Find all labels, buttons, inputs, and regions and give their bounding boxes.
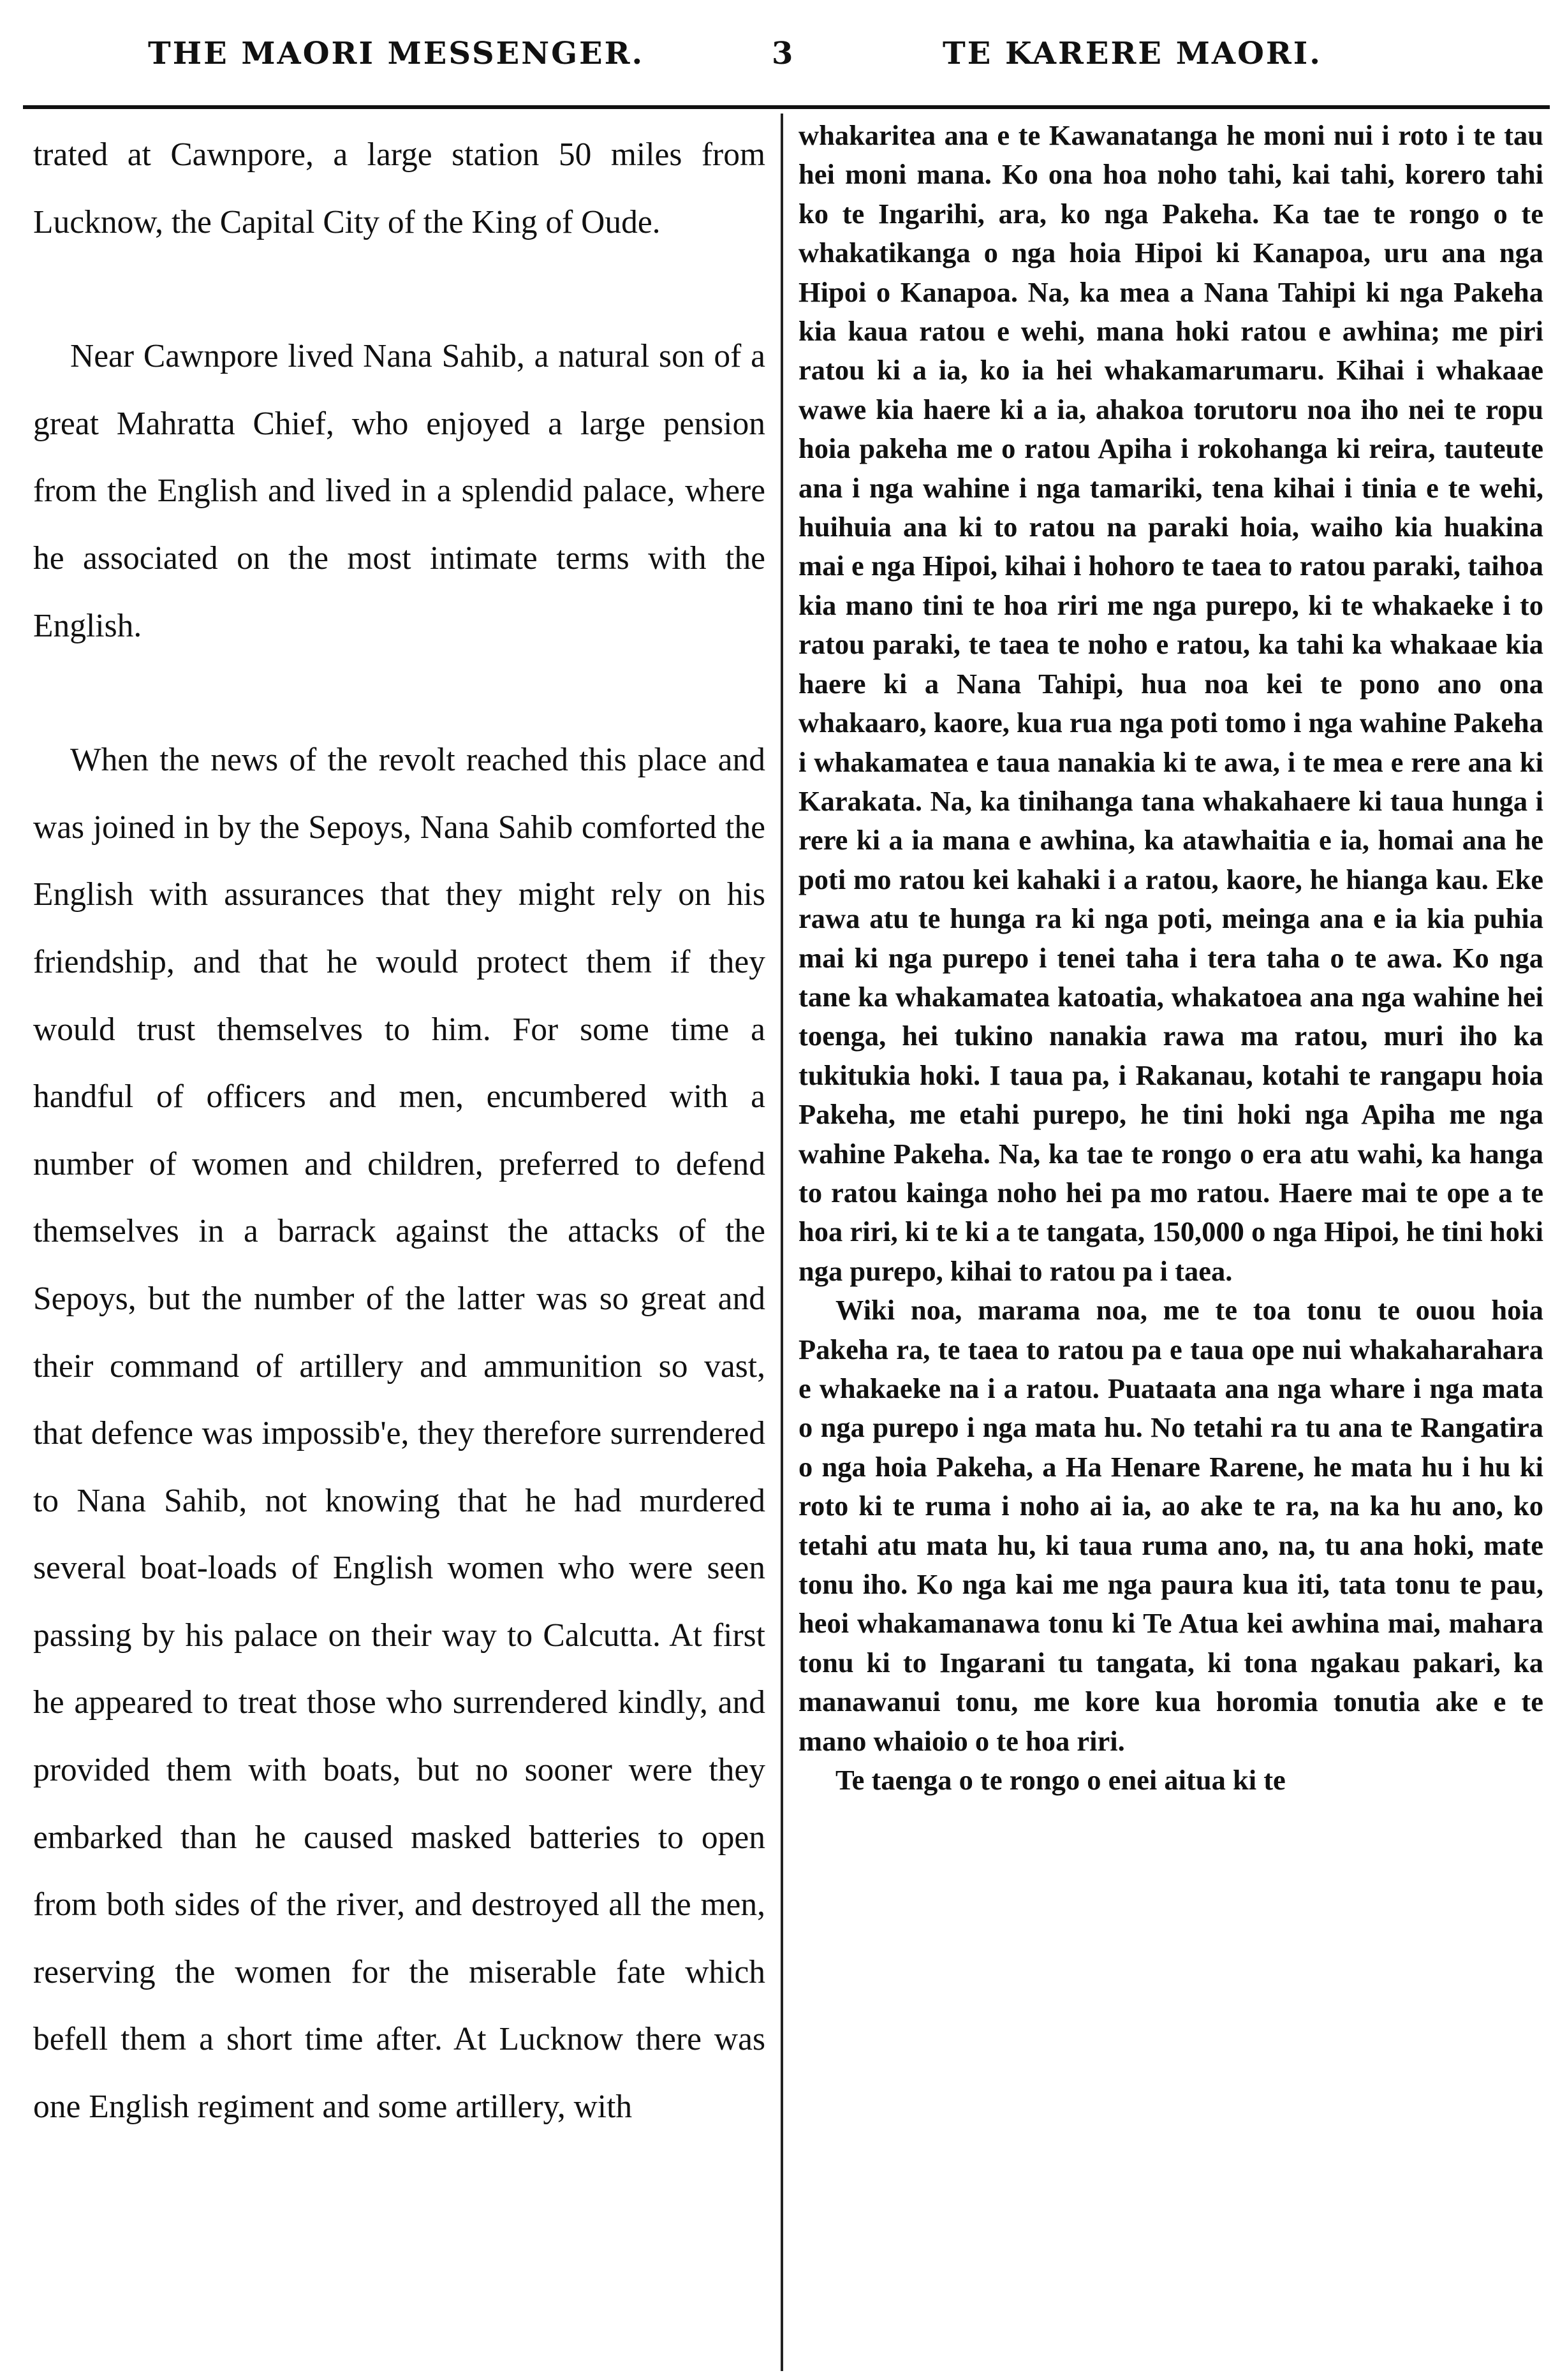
page-number: 3: [772, 36, 795, 71]
maori-masthead-title: TE KARERE MAORI.: [943, 36, 1322, 71]
maori-paragraph: Te taenga o te rongo o enei aitua ki te: [835, 1764, 1286, 1796]
english-masthead-title: THE MAORI MESSENGER.: [148, 36, 645, 71]
page-header: [0, 36, 1567, 93]
english-paragraph: Near Cawnpore lived Nana Sahib, a natural son of a great Mahratta Chief, who enjoyed a large pension from the English and lived in a splendid palace, where he associated on the most intimate terms with the English.: [33, 338, 765, 644]
maori-paragraph: whakaritea ana e te Kawanatanga he moni nui i roto i te tau hei moni mana. Ko ona hoa noho tahi, kai tahi, korero tahi ko te Ingarihi, ara, ko nga Pakeha. Ka tae te rongo o te whakatikanga o nga hoia Hipoi ki Kanapoa, uru ana nga Hipoi o Kanapoa. Na, ka mea a Nana Tahipi ki nga Pakeha kia kaua ratou e wehi, mana hoki ratou e awhina; me piri ratou ki a ia, ko ia hei whakamarumaru. Kihai i whakaae wawe kia haere ki a ia, ahakoa torutoru noa iho nei te ropu hoia pakeha me o ratou Apiha i rokohanga ki reira, tauteute ana i nga wahine i nga tamariki, tena kihai i tinia e te wehi, huihuia ana ki to ratou na paraki hoia, waiho kia huakina mai e nga Hipoi, kihai i hohoro te taea to ratou paraki, taihoa kia mano tini te hoa riri me nga purepo, ki te whakaeke i to ratou paraki, te taea te noho e ratou, ka tahi ka whakaae kia haere ki a Nana Tahipi, hua noa kei te pono ano ona whakaaro, kaore, kua rua nga poti tomo i nga wahine Pakeha i whakamatea e taua nanakia ki te awa, i te mea e rere ana ki Karakata. Na, ka tinihanga tana whakahaere ki taua hunga i rere ki a ia mana e awhina, ka atawhaitia e ia, homai ana he poti mo ratou kei kahaki i a ratou, kaore, he hianga kau. Eke rawa atu te hunga ra ki nga poti, meinga ana e ia kia puhia mai ki nga purepo i tenei taha i tera taha o te awa. Ko nga tane ka whakamatea katoatia, whakatoea ana nga wahine hei toenga, hei tukino nanakia rawa ma ratou, muri iho ka tukitukia hoki. I taua pa, i Rakanau, kotahi te rangapu hoia Pakeha, me etahi purepo, he tini hoki nga Apiha me nga wahine Pakeha. Na, ka tae te rongo o era atu wahi, ka hanga to ratou kainga noho hei pa mo ratou. Haere mai te ope a te hoa riri, ki te ki a te tangata, 150,000 o nga Hipoi, he tini hoki nga purepo, kihai to ratou pa i taea.: [798, 119, 1543, 1287]
header-rule: [23, 105, 1550, 109]
maori-column: [798, 116, 1543, 2374]
column-divider: [781, 114, 783, 2371]
maori-paragraph: Wiki noa, marama noa, me te toa tonu te ouou hoia Pakeha ra, te taea to ratou pa e taua ope nui whakaharahara e whakaeke na i a ratou. Puataata ana nga whare i nga mata o nga purepo i nga mata hu. No tetahi ra tu ana te Rangatira o nga hoia Pakeha, a Ha Henare Rarene, he mata hu i hu ki roto ki te ruma i noho ai ia, ao ake te ra, na ka hu ano, ko tetahi atu mata hu, ki taua ruma ano, na, tu ana hoki, mate tonu iho. Ko nga kai me nga paura kua iti, tata tonu te pau, heoi whakamanawa tonu ki Te Atua kei awhina mai, mahara tonu ki to Ingarani tu tangata, ki tona ngakau pakari, ka manawanui tonu, me kore kua horomia tonutia ake e te mano whaioio o te hoa riri.: [798, 1294, 1543, 1757]
english-paragraph: When the news of the revolt reached this place and was joined in by the Sepoys, Nana Sahib comforted the English with assurances that they might rely on his friendship, and that he would protect them if they would trust themselves to him. For some time a handful of officers and men, encumbered with a number of women and children, preferred to defend themselves in a barrack against the attacks of the Sepoys, but the number of the latter was so great and their command of artillery and ammunition so vast, that defence was impossib'e, they therefore surrendered to Nana Sahib, not knowing that he had murdered several boat-loads of English women who were seen passing by his palace on their way to Calcutta. At first he appeared to treat those who surrendered kindly, and provided them with boats, but no sooner were they embarked than he caused masked batteries to open from both sides of the river, and destroyed all the men, reserving the women for the miserable fate which befell them a short time after. At Lucknow there was one English regiment and some artillery, with: [33, 742, 765, 2126]
english-column: [33, 121, 765, 2372]
english-paragraph: trated at Cawnpore, a large station 50 miles from Lucknow, the Capital City of the King of Oude.: [33, 136, 765, 240]
